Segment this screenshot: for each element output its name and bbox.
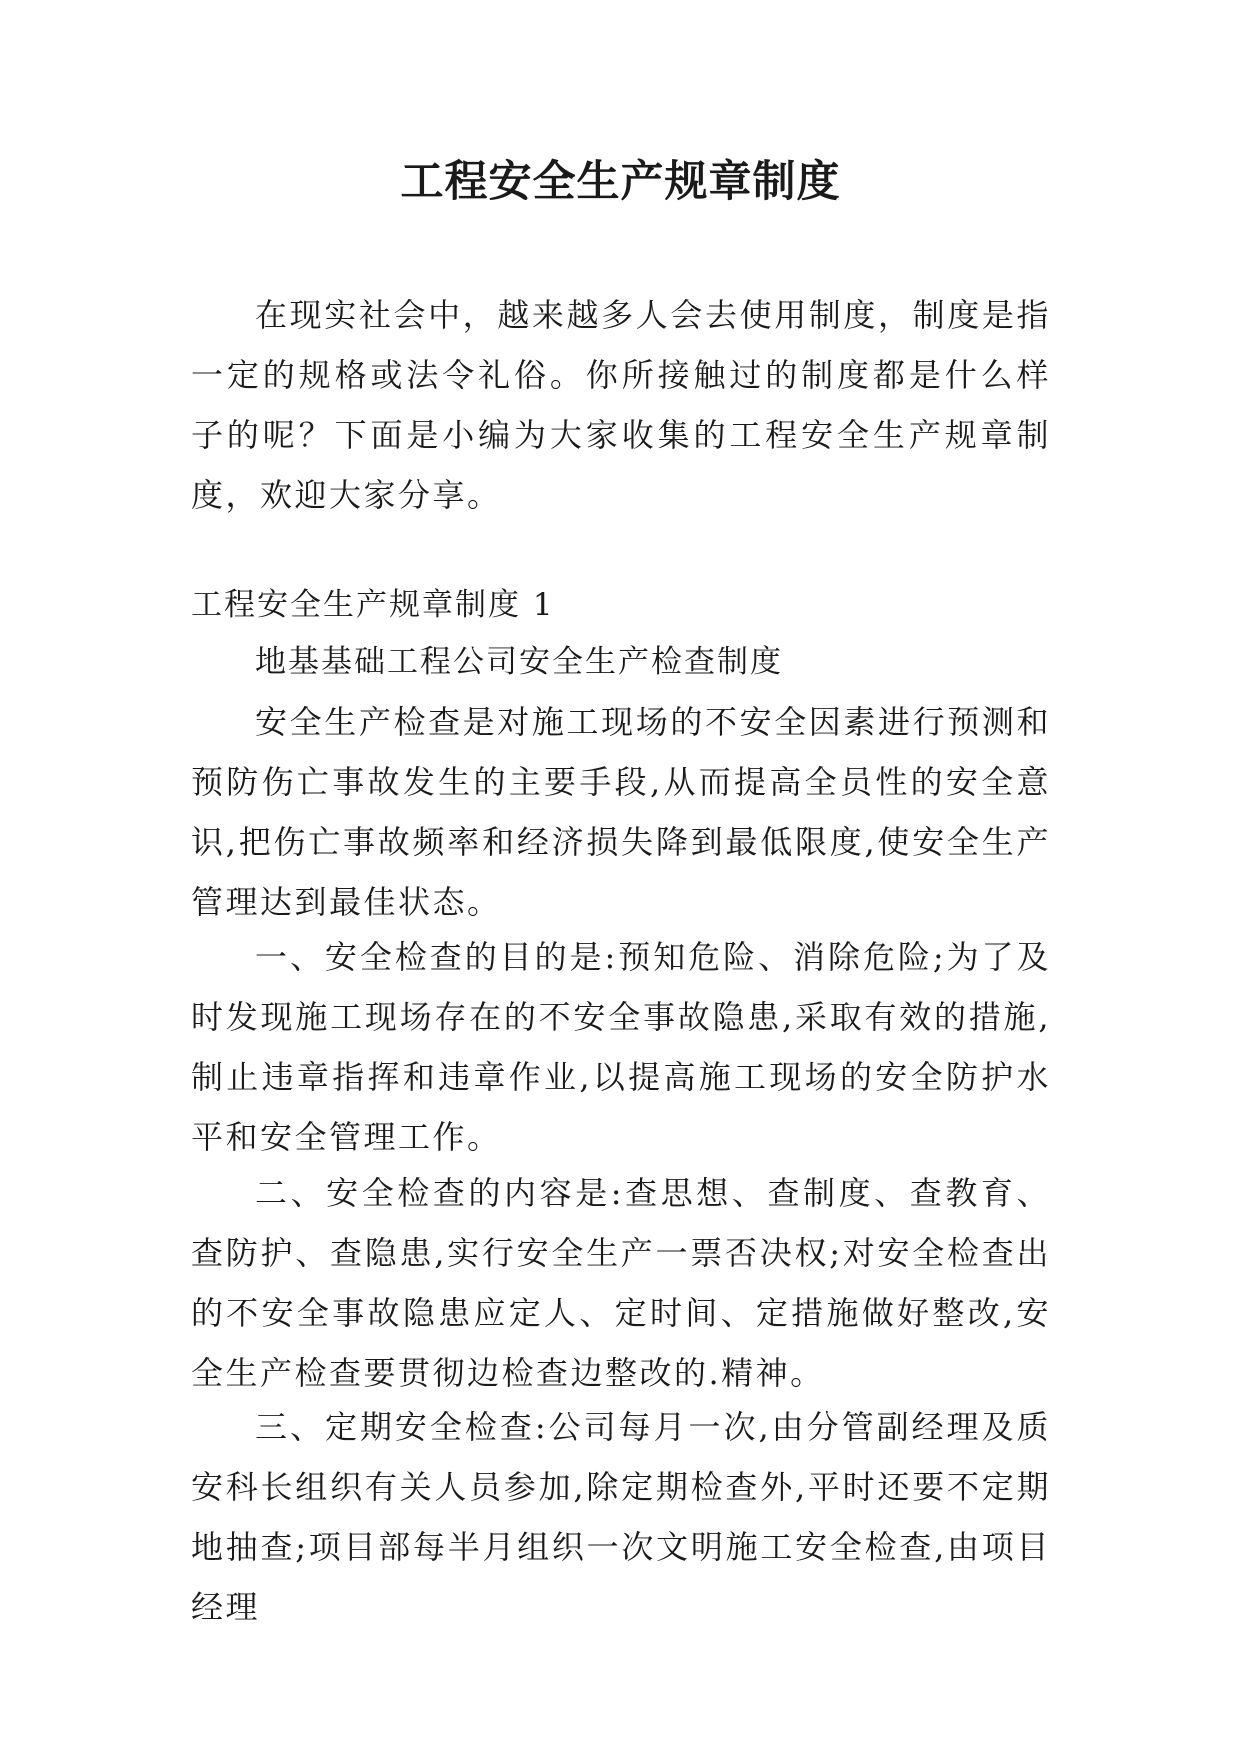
document-title: 工程安全生产规章制度: [400, 157, 841, 207]
body-paragraph: 三、定期安全检查:公司每月一次,由分管副经理及质安科长组织有关人员参加,除定期检查外,平时还要不定期地抽查;项目部每半月组织一次文明施工安全检查,由项目经理: [191, 1408, 1051, 1626]
intro-paragraph: 在现实社会中，越来越多人会去使用制度，制度是指一定的规格或法令礼俗。你所接触过的制度都是什么样子的呢？下面是小编为大家收集的工程安全生产规章制度，欢迎大家分享。: [191, 296, 1051, 514]
sub-heading: 地基基础工程公司安全生产检查制度: [255, 644, 783, 680]
section-heading: 工程安全生产规章制度 1: [191, 587, 555, 623]
body-paragraph: 二、安全检查的内容是:查思想、查制度、查教育、查防护、查隐患,实行安全生产一票否决权;对安全检查出的不安全事故隐患应定人、定时间、定措施做好整改,安全生产检查要贯彻边检查边整改的.精神。: [191, 1174, 1051, 1392]
body-paragraph: 一、安全检查的目的是:预知危险、消除危险;为了及时发现施工现场存在的不安全事故隐患,采取有效的措施,制止违章指挥和违章作业,以提高施工现场的安全防护水平和安全管理工作。: [191, 938, 1051, 1156]
body-paragraph: 安全生产检查是对施工现场的不安全因素进行预测和预防伤亡事故发生的主要手段,从而提高全员性的安全意识,把伤亡事故频率和经济损失降到最低限度,使安全生产管理达到最佳状态。: [191, 703, 1051, 921]
